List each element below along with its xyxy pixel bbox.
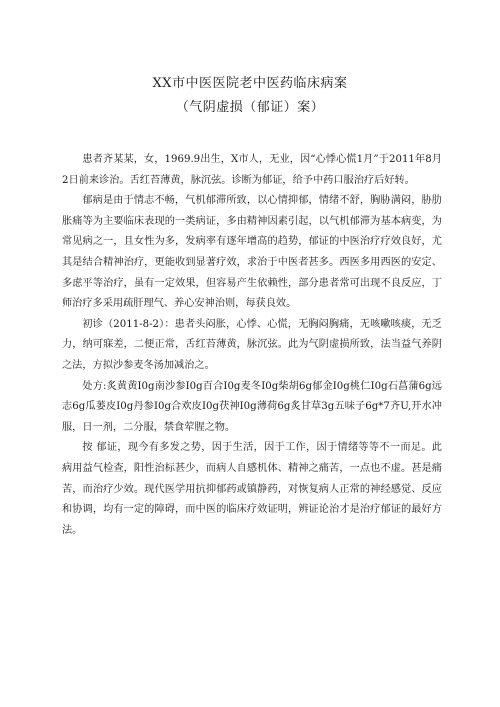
paragraph-patient-info: 患者齐某某，女，1969.9出生，X市人，无业，因“心悸心慌1月”于2011年8月2日前来诊治。舌红苔薄黄，脉沉弦。诊断为郁证，给予中药口服治疗后好转。	[62, 154, 442, 186]
paragraph-commentary: 按 郁证，现今有多发之势，因于生活，因于工作，因于情绪等等不一而足。此病用益气检查，阳性治标甚少，而病人自感机体、精神之痛苦，一点也不虚。甚是痛苦，而治疗少效。现代医学用抗抑郁药或镇静药，对恢复病人正常的神经感觉、反应和协调，均有一定的障碍，而中医的临床疗效证明，辨证论治才是治疗郁证的最好方法。	[62, 442, 442, 536]
document-subtitle: （气阴虚损（郁证）案）	[175, 100, 325, 115]
document-title: XX市中医医院老中医药临床病案	[152, 76, 348, 91]
paragraph-prescription: 处方:炙黄黄I0g南沙参I0g百合I0g麦冬I0g柴胡6g郁金I0g桃仁I0g石菖蒲6g远志6g瓜蒌皮I0g丹参I0g合欢皮I0g茯神I0g薄荷6g炙甘草3g五味子6g*7齐U,开水冲服，日一剂，二分服，禁食荤腥之物。	[62, 380, 442, 433]
document-body	[62, 150, 442, 541]
paragraph-first-visit: 初诊（2011-8-2）：患者头闷胀，心悸、心慌，无胸闷胸痛，无咳嗽咳痰，无乏力，纳可寐差，二便正常，舌红苔薄黄，脉沉弦。此为气阴虚损所致，法当益气养阴之法，方拟沙参麦冬汤加减治之。	[62, 318, 442, 371]
paragraph-disease-overview: 郁病是由于情志不畅，气机郁滞所致，以心情抑郁，情绪不舒，胸胁满闷，胁肋胀痛等为主要临床表现的一类病证，多由精神因素引起，以气机郁滞为基本病变，为常见病之一，且女性为多，发病率有逐年增高的趋势，郁证的中医治疗疗效良好，尤其是结合精神治疗，更能收到显著疗效，求治于中医者甚多。西医多用西医的安定、多虑平等治疗，虽有一定效果，但容易产生依赖性，部分患者常可出现不良反应，丁师治疗多采用疏肝理气、养心安神治则，每获良效。	[62, 195, 442, 310]
